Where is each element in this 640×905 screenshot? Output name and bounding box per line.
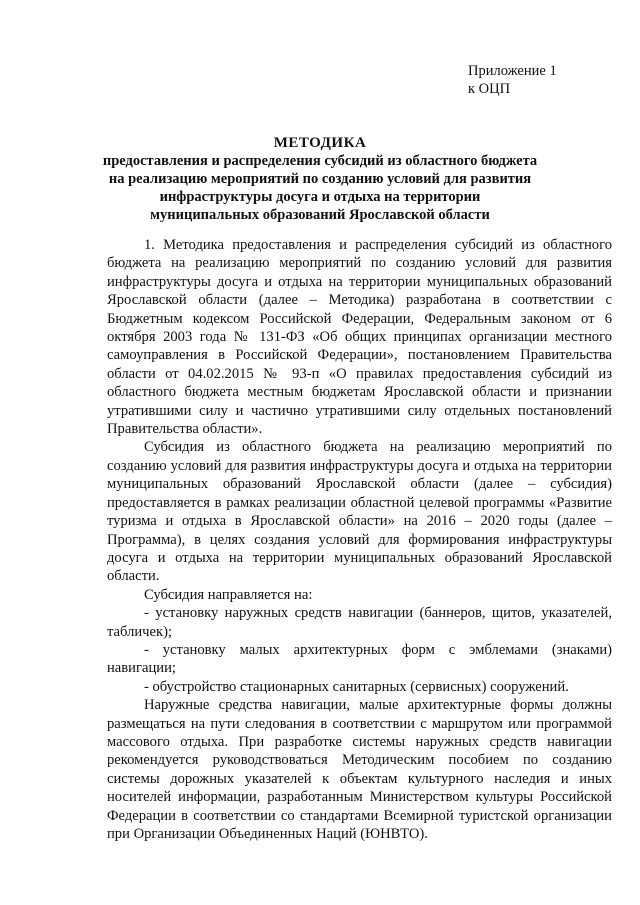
paragraph-1: 1. Методика предоставления и распределения субсидий из областного бюджета на реализацию мероприятий по созданию условий для развития инфраструктуры досуга и отдыха на территории муниципальных образований Ярославской области (далее – Методика) разработана в соответствии с Бюджетным кодексом Российской Федерации, Федеральным законом от 6 октября 2003 года № 131-ФЗ «Об общих принципах организации местного самоуправления в Российской Федерации», постановлением Правительства области от 04.02.2015 № 93-п «О правилах предоставления субсидий из областного бюджета местным бюджетам Ярославской области и признании утратившими силу и частично утратившими силу отдельных постановлений Правительства области». xyxy=(107,237,612,438)
paragraph-3: Субсидия направляется на: xyxy=(144,586,313,603)
list-item-3: - обустройство стационарных санитарных (сервисных) сооружений. xyxy=(144,678,569,695)
title-line-4: муниципальных образований Ярославской области xyxy=(150,207,490,223)
appendix-note xyxy=(468,62,557,98)
paragraph-2: Субсидия из областного бюджета на реализацию мероприятий по созданию условий для развития инфраструктуры досуга и отдыха на территории муниципальных образований Ярославской области (далее – субсидия) предоставляется в рамках реализации областной целевой программы «Развитие туризма и отдыха в Ярославской области» на 2016 – 2020 годы (далее – Программа), в целях создания условий для формирования инфраструктуры досуга и отдыха на территории муниципальных образований Ярославской области. xyxy=(107,439,612,585)
document-body xyxy=(107,236,612,843)
appendix-line-1: Приложение 1 xyxy=(468,63,557,79)
list-item-2: - установку малых архитектурных форм с эмблемами (знаками) навигации; xyxy=(107,641,612,677)
title-line-2: на реализацию мероприятий по созданию условий для развития xyxy=(108,171,532,187)
paragraph-4: Наружные средства навигации, малые архитектурные формы должны размещаться на пути следования в соответствии с маршрутом или программой массового отдыха. При разработке системы наружных средств навигации рекомендуется руководствоваться Методическим пособием по созданию системы дорожных указателей к объектам культурного наследия и иных носителей информации, разработанным Министерством культуры Российской Федерации в соответствии со стандартами Всемирной туристской организации при Организации Объединенных Наций (ЮНВТО). xyxy=(107,697,612,842)
list-item-1: - установку наружных средств навигации (баннеров, щитов, указателей, табличек); xyxy=(107,605,612,640)
title-line-1: предоставления и распределения субсидий из областного бюджета xyxy=(102,153,538,169)
title-line-3: инфраструктуры досуга и отдыха на территории xyxy=(159,189,481,205)
title-main: МЕТОДИКА xyxy=(273,135,367,151)
document-title xyxy=(100,134,540,224)
appendix-line-2: к ОЦП xyxy=(468,81,511,97)
